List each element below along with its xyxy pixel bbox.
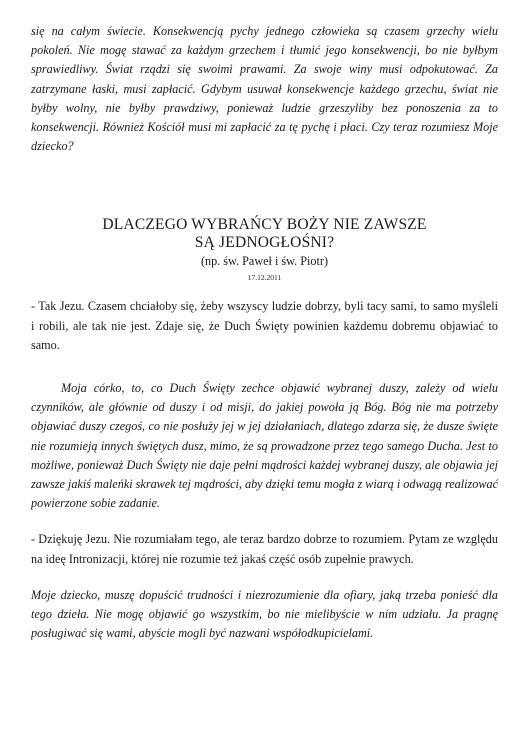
section-title-line-1: DLACZEGO WYBRAŃCY BOŻY NIE ZAWSZE xyxy=(102,216,427,234)
section-subtitle: (np. św. Paweł i św. Piotr) xyxy=(200,254,329,269)
section-heading xyxy=(31,216,498,283)
paragraph-question-1: - Tak Jezu. Czasem chciałoby się, żeby wszyscy ludzie dobrzy, byli tacy sami, to samo myśleli i robili, ale tak nie jest. Zdaje się, że Duch Święty powinien każdemu dobremu objawiać to samo. xyxy=(31,299,498,352)
section-date: 17.12.2011 xyxy=(247,273,282,283)
paragraph-answer-1: Moja córko, to, co Duch Święty zechce objawić wybranej duszy, zależy od wielu czynników, ale głównie od duszy i od misji, do jakiej powoła ją Bóg. Bóg nie ma potrzeby objawiać duszy czegoś, co nie posłuży jej w jej działaniach, dlatego zdarza się, że dusze święte nie rozumieją innych świętych dusz, mimo, że są prowadzone przez tego samego Ducha. Jest to możliwe, ponieważ Duch Święty nie daje pełni mądrości każdej wybranej duszy, ale objawia jej zawsze jakiś maleńki skrawek tej mądrości, aby dzięki temu mogła z wiarą i odwagą realizować powierzone sobie zadanie. xyxy=(31,381,498,511)
document-page xyxy=(31,22,498,643)
paragraph-answer-2: Moje dziecko, muszę dopuścić trudności i niezrozumienie dla ofiary, jaką trzeba ponieść dla tego dzieła. Nie mogę objawić go wszystkim, bo nie mielibyście w nim udziału. Ja pragnę posługiwać się wami, abyście mogli być nazwani współodkupicielami. xyxy=(31,587,498,641)
paragraph-question-2: - Dziękuję Jezu. Nie rozumiałam tego, ale teraz bardzo dobrze to rozumiem. Pytam ze względu na ideę Intronizacji, której nie rozumie też jakaś część osób zupełnie prawych. xyxy=(31,532,498,566)
section-title-line-2: SĄ JEDNOGŁOŚNI? xyxy=(194,234,335,252)
top-paragraph: się na całym świecie. Konsekwencją pychy jednego człowieka są czasem grzechy wielu pokoleń. Nie mogę stawać za każdym grzechem i tłumić jego konsekwencji, bo nie byłbym sprawiedliwy. Świat rządzi się swoimi prawami. Za swoje winy musi odpokutować. Za zatrzymane łaski, musi zapłacić. Gdybym usuwał konsekwencje każdego grzechu, świat nie byłby wolny, nie byłby prawdziwy, ponieważ ludzie grzeszyliby bez ponoszenia za to konsekwencji. Również Kościół musi mi zapłacić za tę pychę i płaci. Czy teraz rozumiesz Moje dziecko? xyxy=(31,24,498,154)
